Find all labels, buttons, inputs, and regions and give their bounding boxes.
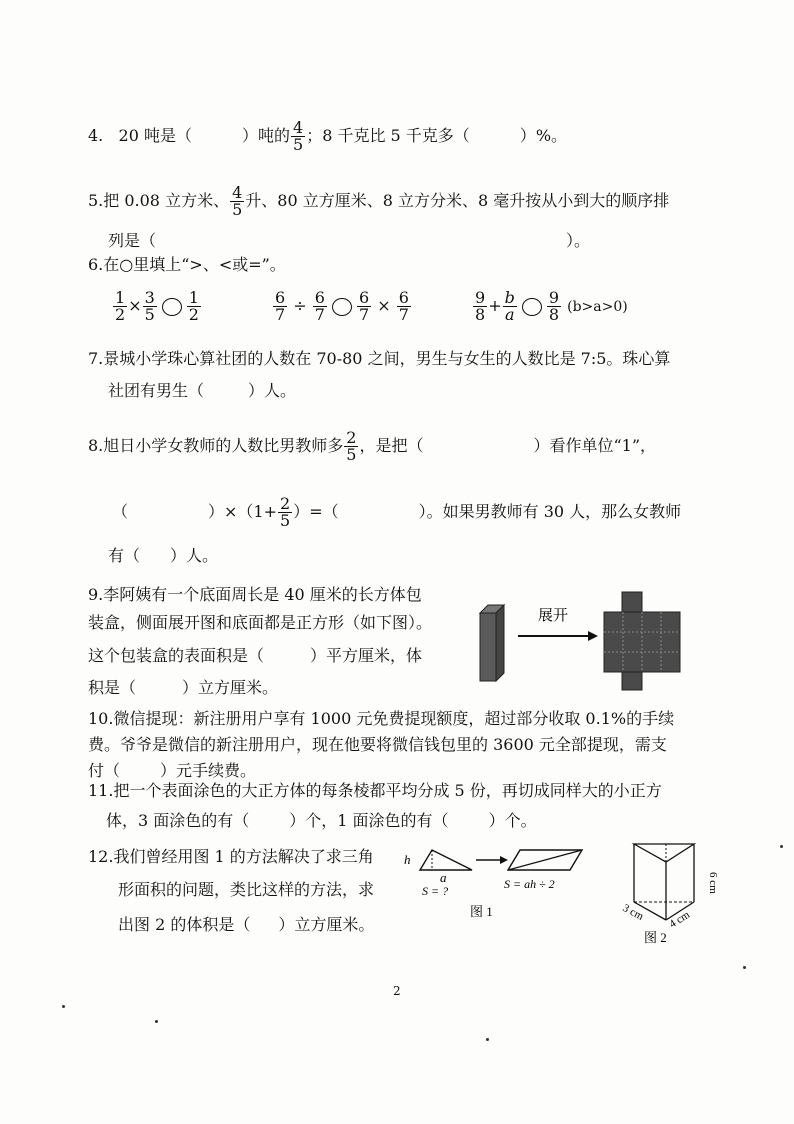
- fraction: $\frac{9}{8}$: [475, 288, 486, 324]
- figure-1: [400, 838, 600, 928]
- question-8: 8.旭日小学女教师的人数比男教师多 $\frac{2}{5}$ ，是把（ ）看作单位“1”，: [88, 428, 657, 464]
- compare-expression-3: $\frac{9}{8}$ + $\frac{b}{a}$ $\frac{9}{8}$ (b>a>0): [475, 288, 628, 324]
- fraction: $\frac{4}{5}$: [293, 118, 304, 154]
- svg-text:a: a: [440, 870, 447, 885]
- question-7-line2: 社团有男生（ ）人。: [108, 381, 297, 400]
- prism-top: [634, 844, 694, 862]
- answer-circle[interactable]: [332, 298, 352, 316]
- svg-text:h: h: [404, 852, 411, 867]
- question-11-line2: 体，3 面涂色的有（ ）个，1 面涂色的有（ ）个。: [106, 811, 537, 830]
- arrow-head: [588, 631, 598, 641]
- fraction: $\frac{4}{5}$: [232, 183, 243, 219]
- question-9-line3: 这个包装盒的表面积是（ ）平方厘米，体: [88, 646, 423, 665]
- question-9-line4: 积是（ ）立方厘米。: [88, 678, 279, 697]
- question-12-line2: 形面积的问题，类比这样的方法，求: [118, 880, 375, 899]
- question-8-line2: （ ）×（1+ $\frac{2}{5}$ ）=（ ）。如果男教师有 30 人，那么女教师: [112, 494, 682, 530]
- fraction: $\frac{6}{7}$: [314, 288, 325, 324]
- question-7: 7.景城小学珠心算社团的人数在 70-80 之间，男生与女生的人数比是 7:5。珠心算: [88, 349, 671, 368]
- answer-circle[interactable]: [162, 298, 182, 316]
- question-6: 6.在○里填上“>、<或=”。: [88, 255, 286, 274]
- question-4: 4. 20 吨是（ ）吨的 $\frac{4}{5}$ ；8 千克比 5 千克多（ ）%。: [88, 118, 568, 154]
- question-12: 12.我们曾经用图 1 的方法解决了求三角: [88, 847, 374, 866]
- page-number: 2: [393, 984, 401, 998]
- question-9-line2: 装盒，侧面展开图和底面都是正方形（如下图）。: [88, 613, 433, 632]
- fraction: $\frac{1}{2}$: [115, 288, 126, 324]
- fraction: $\frac{2}{5}$: [346, 428, 357, 464]
- scan-speck: [486, 1038, 489, 1041]
- question-5: 5.把 0.08 立方米、 $\frac{4}{5}$ 升、80 立方厘米、8 立方分米、8 毫升按从小到大的顺序排: [88, 183, 670, 219]
- svg-text:S = ah ÷ 2: S = ah ÷ 2: [504, 877, 555, 891]
- fraction: $\frac{1}{2}$: [188, 288, 199, 324]
- fraction: $\frac{6}{7}$: [398, 288, 409, 324]
- cuboid-box: [480, 605, 504, 681]
- svg-text:图 2: 图 2: [644, 930, 667, 945]
- compare-expression-2: $\frac{6}{7}$ ÷ $\frac{6}{7}$ $\frac{6}{7}$ × $\frac{6}{7}$: [275, 288, 409, 324]
- svg-text:4 cm: 4 cm: [667, 908, 692, 931]
- fraction: $\frac{6}{7}$: [358, 288, 370, 324]
- answer-circle[interactable]: [522, 298, 542, 316]
- scan-speck: [743, 966, 746, 969]
- compare-expression-1: $\frac{1}{2}$ × $\frac{3}{5}$ $\frac{1}{2}$: [115, 288, 199, 324]
- scan-speck: [62, 1005, 65, 1008]
- svg-text:图 1: 图 1: [470, 904, 493, 919]
- arrow-head: [500, 856, 508, 864]
- triangle: [420, 850, 472, 870]
- question-10-line3: 付（ ）元手续费。: [88, 761, 257, 780]
- fraction: $\frac{6}{7}$: [275, 288, 286, 324]
- question-11: 11.把一个表面涂色的大正方体的每条棱都平均分成 5 份，再切成同样大的小正方: [88, 781, 662, 800]
- question-5-line2: 列是（ ）。: [108, 231, 591, 250]
- question-12-line3: 出图 2 的体积是（ ）立方厘米。: [118, 915, 375, 934]
- fraction: $\frac{3}{5}$: [144, 288, 155, 324]
- scan-speck: [155, 1020, 158, 1023]
- svg-text:S = ?: S = ?: [422, 884, 449, 898]
- net-figure: [604, 592, 680, 690]
- fraction: $\frac{9}{8}$: [548, 288, 560, 324]
- question-10: 10.微信提现：新注册用户享有 1000 元免费提现额度，超过部分收取 0.1%的手续: [88, 709, 675, 728]
- question-9: 9.李阿姨有一个底面周长是 40 厘米的长方体包: [88, 585, 422, 604]
- box-unfold-figure: [470, 588, 710, 693]
- scan-speck: [780, 845, 783, 848]
- diagonal: [508, 850, 582, 870]
- question-8-line3: 有（ ）人。: [108, 546, 219, 565]
- svg-text:3 cm: 3 cm: [620, 902, 646, 923]
- fraction: $\frac{b}{a}$: [504, 288, 515, 324]
- unfold-label: 展开: [538, 608, 569, 624]
- figure-2-prism: [612, 832, 722, 947]
- svg-text:6 cm: 6 cm: [707, 872, 719, 894]
- question-10-line2: 费。爷爷是微信的新注册用户，现在他要将微信钱包里的 3600 元全部提现，需支: [88, 735, 667, 754]
- fraction: $\frac{2}{5}$: [280, 494, 291, 530]
